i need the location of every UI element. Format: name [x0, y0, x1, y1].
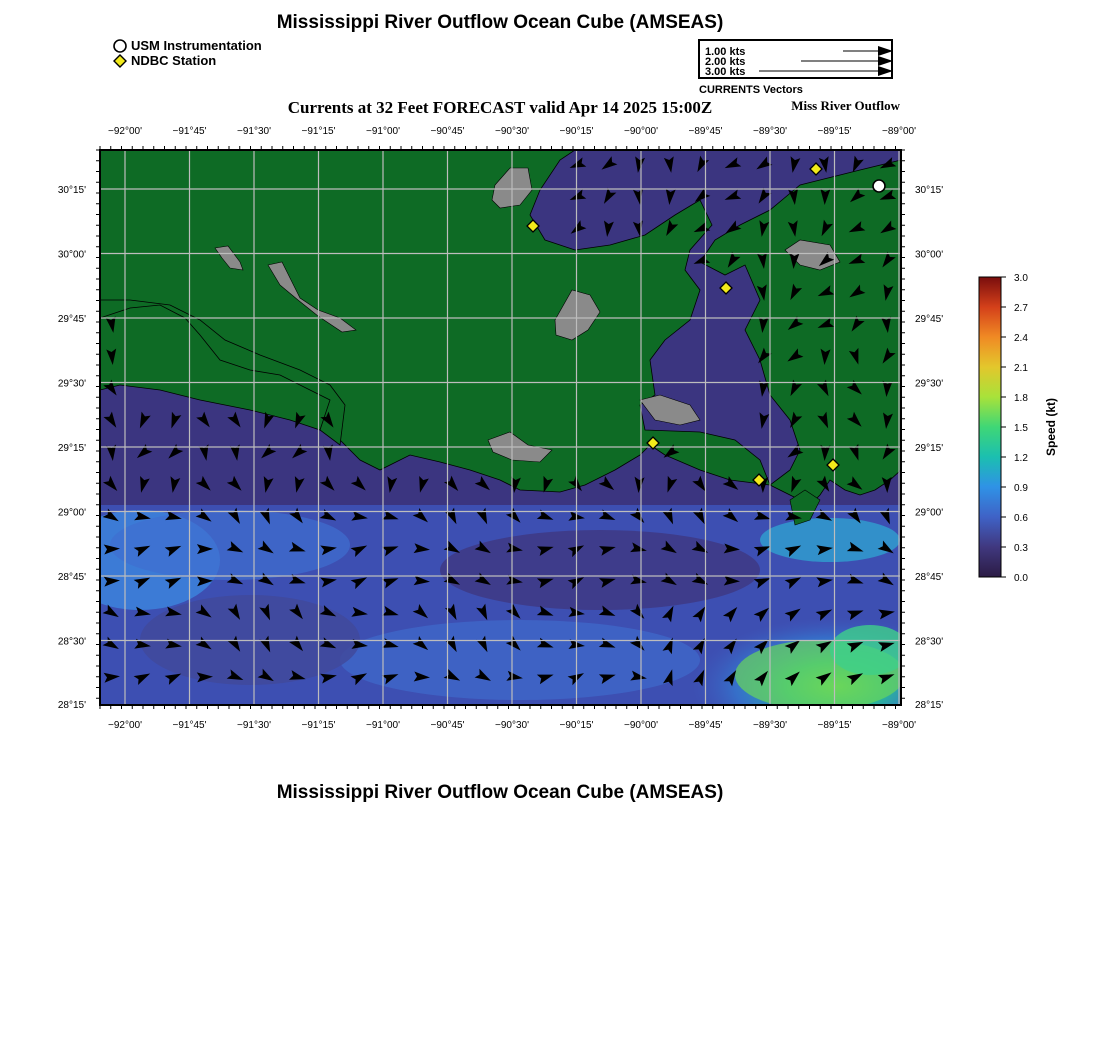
- figure-subtitle: Currents at 32 Feet FORECAST valid Apr 14 2025 15:00Z: [287, 98, 713, 117]
- lat-tick-label: 29°45': [57, 314, 86, 325]
- lat-tick-label: 28°45': [915, 572, 944, 583]
- colorbar-tick-label: 3.0: [1014, 273, 1028, 284]
- colorbar-tick-label: 2.4: [1014, 333, 1028, 344]
- lat-tick-label: 30°00': [915, 249, 944, 261]
- lon-labels-top: [108, 126, 916, 137]
- lon-tick-label: −90°30': [495, 720, 529, 731]
- colorbar-tick-label: 1.2: [1014, 453, 1028, 464]
- lon-tick-label: −91°15': [301, 126, 336, 137]
- speed-colorbar: [979, 273, 1058, 584]
- lat-labels-right: [915, 185, 943, 711]
- legend-ndbc-label: NDBC Station: [131, 53, 217, 68]
- vector-legend-label-2: 2.00 kts: [705, 56, 746, 68]
- lat-tick-label: 29°30': [57, 378, 86, 390]
- legend-usm-label: USM Instrumentation: [131, 38, 262, 53]
- lat-tick-label: 28°30': [57, 636, 86, 648]
- lon-tick-label: −89°15': [817, 720, 852, 731]
- colorbar-tick-label: 0.0: [1014, 573, 1028, 584]
- colorbar-title: Speed (kt): [1044, 397, 1058, 457]
- lon-tick-label: −90°30': [495, 126, 529, 137]
- vector-legend-label-1: 1.00 kts: [705, 46, 746, 58]
- lat-tick-label: 29°15': [915, 443, 944, 454]
- colorbar-tick-label: 0.6: [1014, 513, 1028, 524]
- lat-tick-label: 29°30': [915, 378, 944, 390]
- lon-tick-label: −90°45': [430, 126, 465, 137]
- lon-tick-label: −92°00': [108, 720, 142, 731]
- lon-tick-label: −89°45': [688, 126, 723, 137]
- colorbar-tick-label: 1.5: [1014, 423, 1028, 434]
- lower-panel-title: Mississippi River Outflow Ocean Cube (AMSEAS): [276, 782, 724, 803]
- lat-tick-label: 29°45': [915, 314, 944, 325]
- ocean-field: [57, 150, 910, 711]
- colorbar-tick-label: 2.1: [1014, 363, 1028, 374]
- colorbar-tick-label: 0.9: [1014, 483, 1028, 494]
- vector-legend-caption: CURRENTS Vectors: [699, 84, 803, 96]
- lat-tick-label: 28°30': [915, 636, 944, 648]
- lat-tick-label: 29°00': [57, 507, 86, 519]
- lon-tick-label: −91°00': [366, 126, 400, 137]
- lat-tick-label: 29°00': [915, 507, 944, 519]
- figure-title: Mississippi River Outflow Ocean Cube (AMSEAS): [276, 12, 724, 33]
- lon-tick-label: −91°30': [237, 720, 271, 731]
- lat-tick-label: 30°00': [57, 249, 86, 261]
- lon-tick-label: −91°15': [301, 720, 336, 731]
- colorbar-tick-label: 1.8: [1014, 393, 1028, 404]
- lon-tick-label: −91°30': [237, 126, 271, 137]
- lat-tick-label: 28°15': [57, 700, 86, 711]
- lon-tick-label: −89°30': [753, 126, 787, 137]
- lon-tick-label: −89°30': [753, 720, 787, 731]
- lat-tick-label: 30°15': [57, 185, 86, 196]
- lon-tick-label: −90°15': [559, 126, 594, 137]
- lon-tick-label: −90°00': [624, 720, 658, 731]
- lon-tick-label: −92°00': [108, 126, 142, 137]
- lon-tick-label: −91°00': [366, 720, 400, 731]
- lon-tick-label: −89°15': [817, 126, 852, 137]
- lat-tick-label: 29°15': [57, 443, 86, 454]
- colorbar-tick-label: 0.3: [1014, 543, 1028, 554]
- lon-tick-label: −90°45': [430, 720, 465, 731]
- lat-tick-label: 28°15': [915, 700, 944, 711]
- lon-tick-label: −89°00': [882, 720, 916, 731]
- usm-station-marker[interactable]: [873, 180, 885, 192]
- lat-tick-label: 28°45': [57, 572, 86, 583]
- vector-legend-label-3: 3.00 kts: [705, 66, 746, 78]
- lon-labels-bottom: [108, 720, 916, 731]
- lat-tick-label: 30°15': [915, 185, 944, 196]
- lat-labels-left: [58, 185, 86, 711]
- region-label: Miss River Outflow: [791, 98, 900, 113]
- lon-tick-label: −89°45': [688, 720, 723, 731]
- colorbar-tick-label: 2.7: [1014, 303, 1028, 314]
- lon-tick-label: −91°45': [172, 720, 207, 731]
- lon-tick-label: −91°45': [172, 126, 207, 137]
- lon-tick-label: −89°00': [882, 126, 916, 137]
- lon-tick-label: −90°15': [559, 720, 594, 731]
- lon-tick-label: −90°00': [624, 126, 658, 137]
